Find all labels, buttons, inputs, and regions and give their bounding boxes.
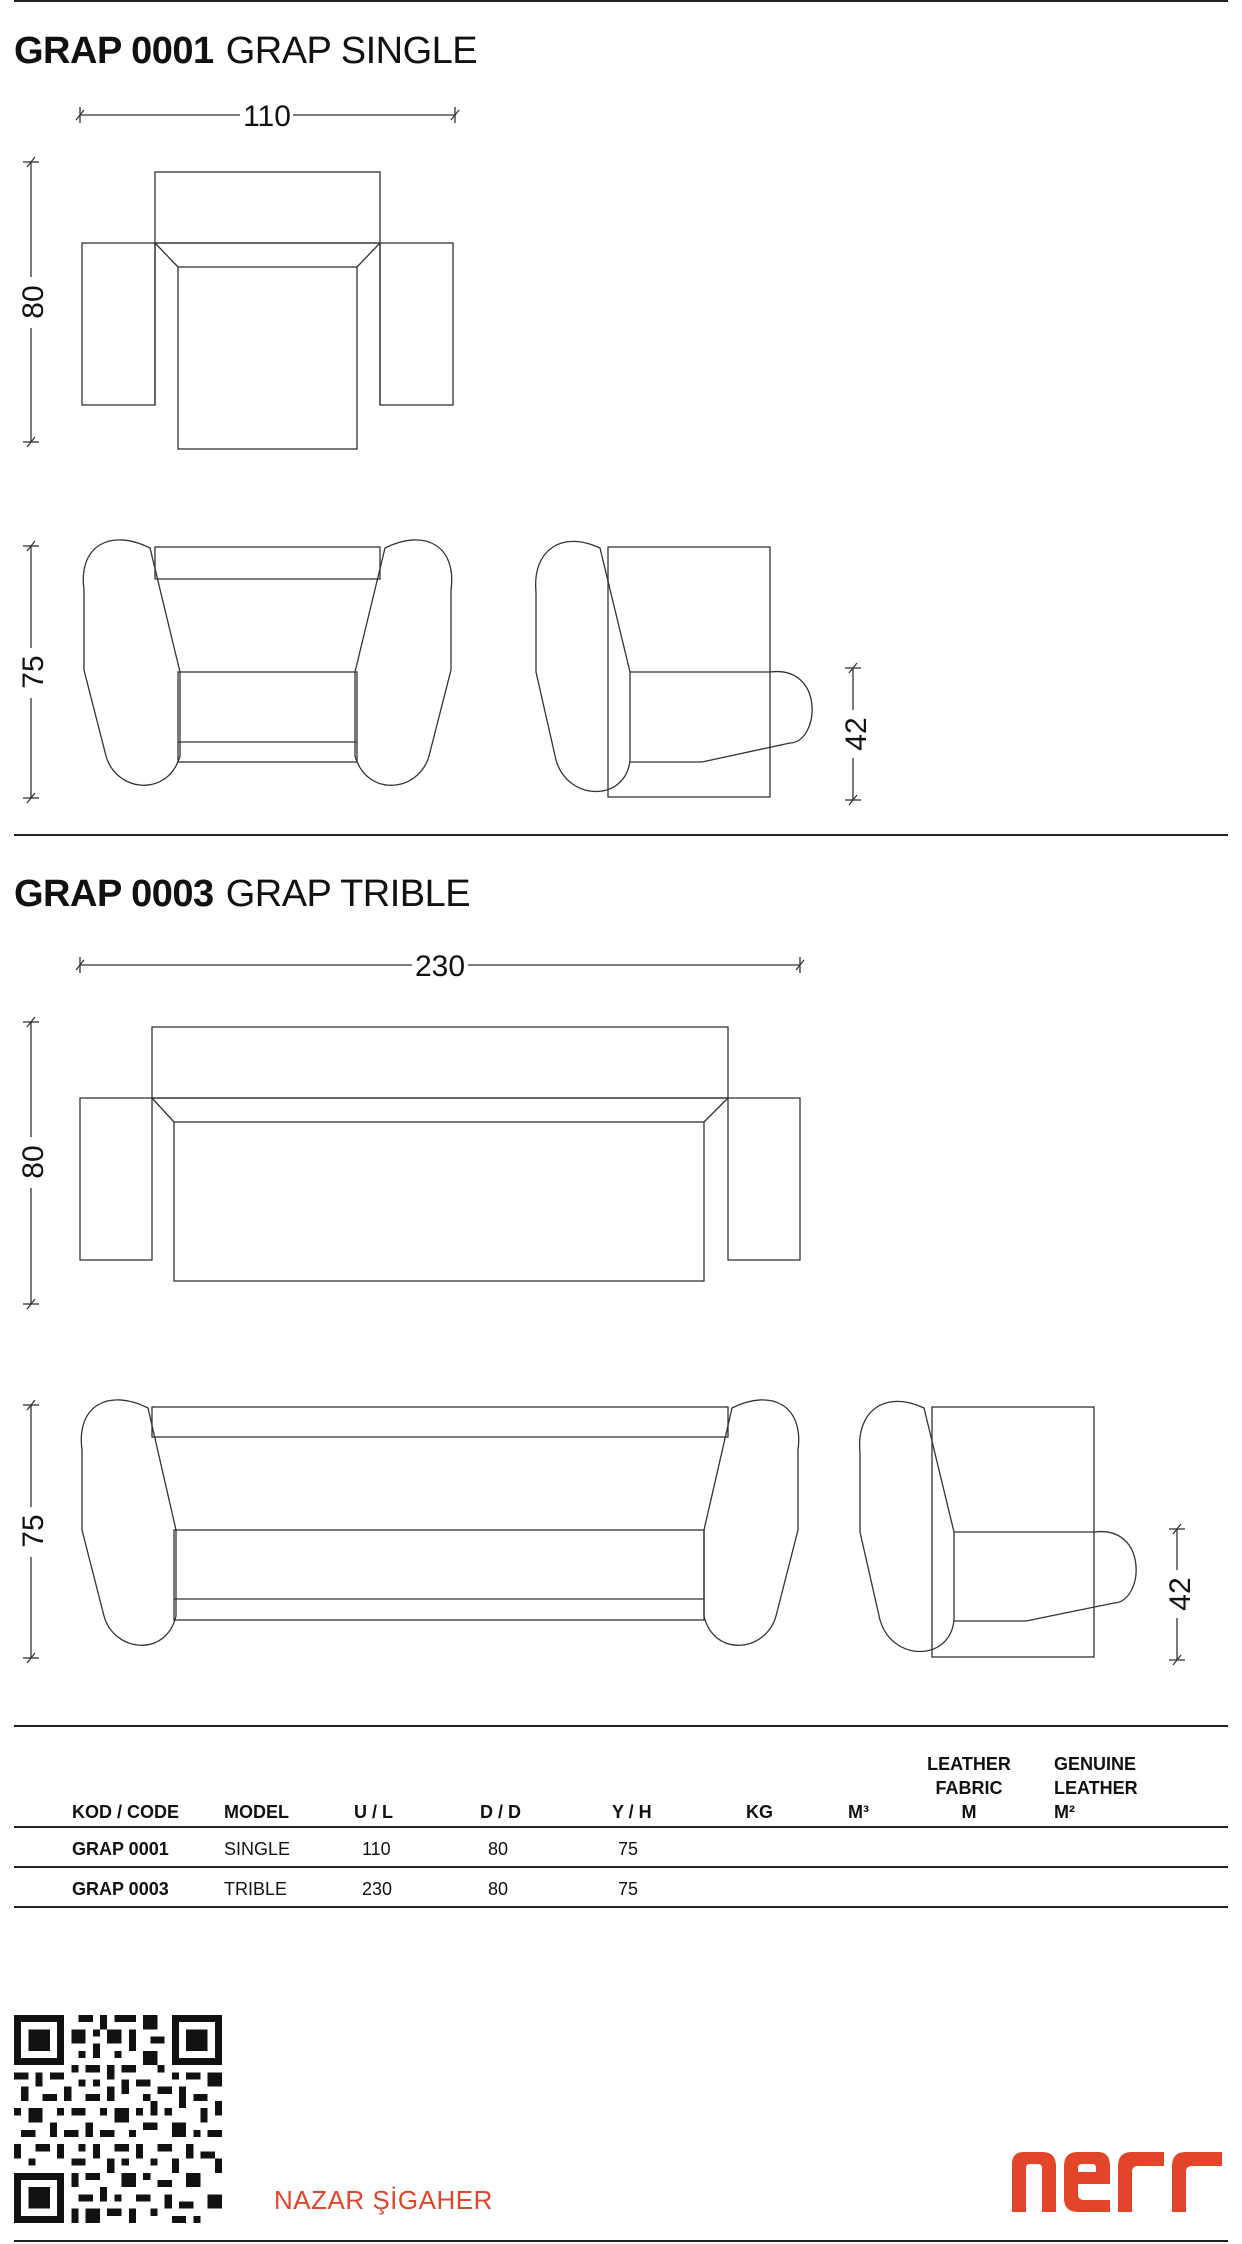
col-header-width: U / L <box>354 1752 464 1827</box>
cell-depth: 80 <box>464 1827 584 1867</box>
cell-depth: 80 <box>464 1867 584 1907</box>
left-arm <box>80 1098 152 1260</box>
col-header-model: MODEL <box>224 1752 354 1827</box>
product-code: GRAP 0003 <box>14 873 214 915</box>
table-row <box>14 1827 1228 1867</box>
cell-volume <box>814 1827 894 1867</box>
col-header-height: Y / H <box>584 1752 694 1827</box>
col-header-depth: D / D <box>464 1752 584 1827</box>
side-arm <box>860 1401 954 1651</box>
cell-model: SINGLE <box>224 1827 354 1867</box>
side-seat-front <box>1026 1532 1136 1621</box>
qr-code-icon[interactable] <box>14 2015 222 2223</box>
cell-genuine-leather <box>1044 1867 1228 1907</box>
right-arm <box>728 1098 800 1260</box>
seat-height-dimension-label: 42 <box>840 717 873 751</box>
back-rest <box>152 1027 728 1098</box>
cell-kg <box>694 1827 814 1867</box>
bottom-rule <box>14 2240 1228 2242</box>
depth-dimension-label: 80 <box>17 1145 50 1179</box>
single-elevation-drawing <box>0 520 1242 820</box>
back-top <box>155 547 380 579</box>
cell-code: GRAP 0003 <box>14 1867 224 1907</box>
cell-volume <box>814 1867 894 1907</box>
trible-elevation-drawing <box>0 1380 1242 1680</box>
table-row <box>14 1867 1228 1907</box>
seat-front <box>178 672 357 762</box>
product-code: GRAP 0001 <box>14 30 214 72</box>
product-name: GRAP SINGLE <box>225 30 478 72</box>
designer-name: NAZAR ŞİGAHER <box>274 2185 493 2215</box>
seat-height-dimension-label: 42 <box>1164 1577 1197 1611</box>
cell-width: 230 <box>354 1867 464 1907</box>
cell-genuine-leather <box>1044 1827 1228 1867</box>
col-header-leather-fabric: LEATHER FABRIC M <box>894 1752 1044 1827</box>
cell-height: 75 <box>584 1827 694 1867</box>
width-dimension-label: 230 <box>414 950 466 983</box>
back-rest <box>155 172 380 243</box>
product-title-trible <box>14 873 470 916</box>
height-dimension-label: 75 <box>17 655 50 689</box>
table-top-rule <box>14 1725 1228 1727</box>
depth-dimension-label: 80 <box>17 285 50 319</box>
col-header-volume: M³ <box>814 1752 894 1827</box>
cell-kg <box>694 1867 814 1907</box>
side-arm <box>536 541 630 791</box>
cell-height: 75 <box>584 1867 694 1907</box>
trible-plan-drawing <box>0 940 1242 1320</box>
seat-front <box>174 1530 704 1620</box>
cell-code: GRAP 0001 <box>14 1827 224 1867</box>
col-header-kg: KG <box>694 1752 814 1827</box>
table-header-row <box>14 1752 1228 1827</box>
cell-width: 110 <box>354 1827 464 1867</box>
col-header-genuine-leather: GENUINE LEATHER M² <box>1044 1752 1228 1827</box>
single-plan-drawing <box>0 0 1242 460</box>
left-arm-front <box>83 540 180 785</box>
section-divider <box>14 834 1228 836</box>
seat-cushion <box>178 267 357 449</box>
left-arm <box>82 243 155 405</box>
cell-leather-fabric <box>894 1827 1044 1867</box>
cell-model: TRIBLE <box>224 1867 354 1907</box>
height-dimension-label: 75 <box>17 1514 50 1548</box>
right-arm-front <box>355 540 452 785</box>
back-top <box>152 1407 728 1437</box>
cell-leather-fabric <box>894 1867 1044 1907</box>
col-header-code: KOD / CODE <box>14 1752 224 1827</box>
seat-cushion <box>174 1122 704 1281</box>
side-seat-front <box>702 672 812 762</box>
spec-table <box>14 1752 1228 1908</box>
brand-logo <box>1012 2148 1226 2212</box>
width-dimension-label: 110 <box>243 100 291 133</box>
product-name: GRAP TRIBLE <box>225 873 471 915</box>
right-arm <box>380 243 453 405</box>
